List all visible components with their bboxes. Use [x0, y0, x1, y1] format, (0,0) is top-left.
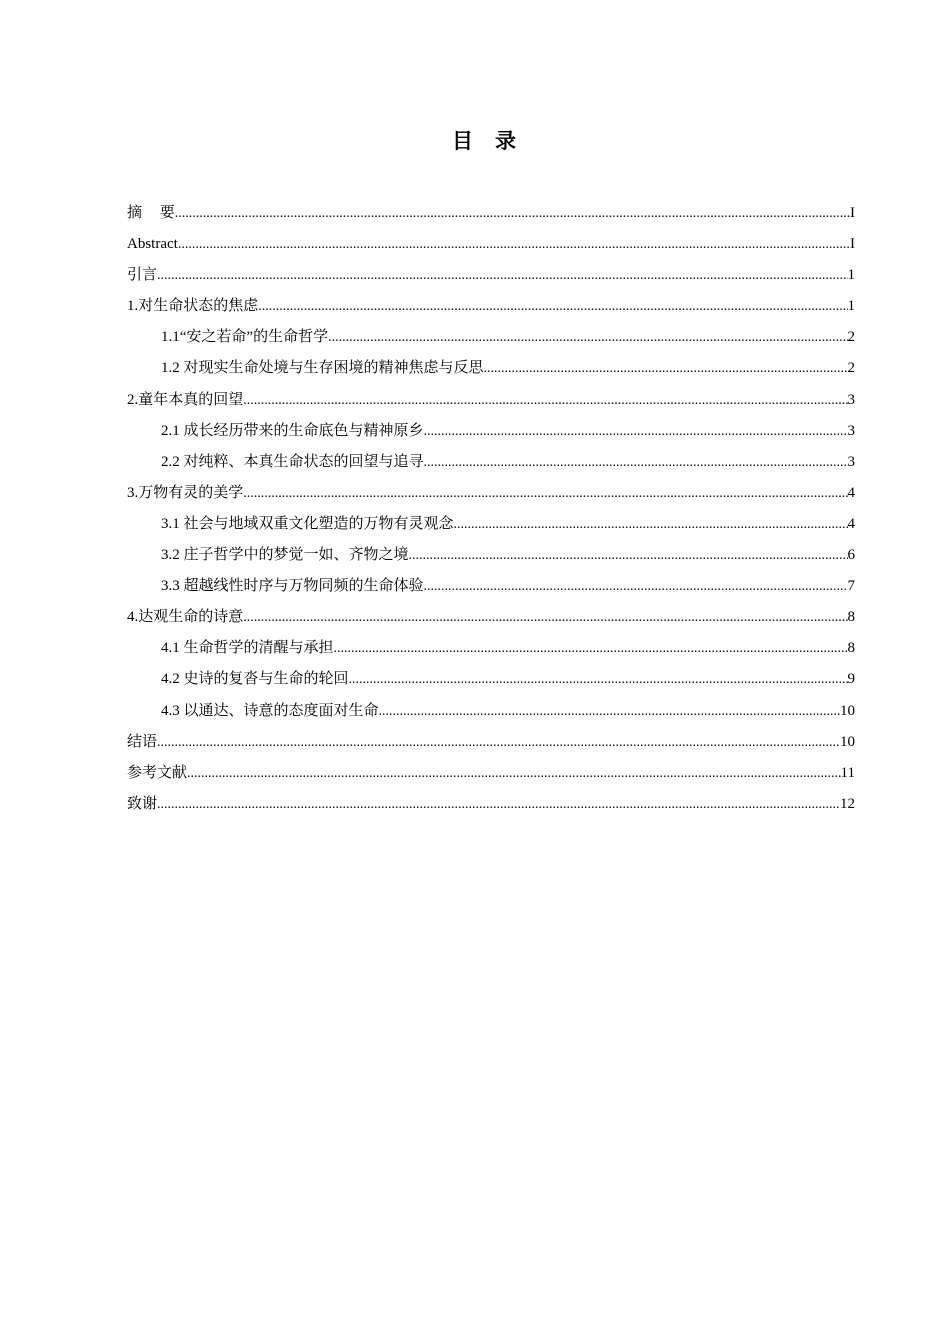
toc-entry[interactable]	[127, 229, 855, 260]
toc-page-number: 9	[847, 671, 855, 688]
toc-leader-dots	[258, 291, 847, 322]
toc-entry[interactable]	[127, 696, 855, 727]
toc-entry[interactable]	[127, 571, 855, 602]
toc-entry-label: 3.1 社会与地域双重文化塑造的万物有灵观念	[161, 515, 454, 532]
toc-page-number: 8	[847, 609, 855, 626]
toc-entry[interactable]	[127, 322, 855, 353]
toc-entry[interactable]	[127, 385, 855, 416]
toc-entry-label: 4.达观生命的诗意	[127, 609, 244, 626]
toc-leader-dots	[334, 633, 848, 664]
toc-leader-dots	[178, 229, 850, 260]
toc-entry-label: 3.3 超越线性时序与万物同频的生命体验	[161, 578, 424, 595]
toc-page-number: I	[850, 236, 855, 253]
toc-entry[interactable]	[127, 291, 855, 322]
toc-leader-dots	[157, 789, 840, 820]
toc-leader-dots	[157, 727, 840, 758]
toc-entry[interactable]	[127, 633, 855, 664]
toc-entry-label: 3.万物有灵的美学	[127, 484, 244, 501]
toc-entry-label: 2.2 对纯粹、本真生命状态的回望与追寻	[161, 453, 424, 470]
toc-entry-label: 2.1 成长经历带来的生命底色与精神原乡	[161, 422, 424, 439]
toc-entry-label: 摘 要	[127, 205, 175, 221]
toc-page-number: 4	[847, 484, 855, 501]
toc-page-number: 2	[847, 360, 855, 377]
toc-leader-dots	[243, 478, 847, 509]
toc-entry[interactable]	[127, 353, 855, 384]
toc-entry[interactable]	[127, 509, 855, 540]
toc-entry-label: 4.1 生命哲学的清醒与承担	[161, 640, 334, 657]
toc-entry-label: 1.对生命状态的焦虑	[127, 298, 259, 315]
toc-page-number: 1	[847, 267, 855, 284]
toc-page-number: 11	[840, 764, 855, 781]
toc-page-number: 3	[847, 391, 855, 408]
toc-page-number: 10	[840, 702, 855, 719]
toc-entry-label: 4.2 史诗的复沓与生命的轮回	[161, 671, 349, 688]
toc-entry-label: 3.2 庄子哲学中的梦觉一如、齐物之境	[161, 547, 409, 564]
toc-page-number: 3	[847, 453, 855, 470]
toc-leader-dots	[424, 416, 848, 447]
toc-entry[interactable]	[127, 540, 855, 571]
toc-leader-dots	[157, 260, 847, 291]
toc-entry[interactable]	[127, 758, 855, 789]
toc-entry[interactable]	[127, 198, 855, 229]
toc-entry-label: 1.2 对现实生命处境与生存困境的精神焦虑与反思	[161, 360, 484, 377]
toc-leader-dots	[424, 571, 848, 602]
toc-leader-dots	[454, 509, 848, 540]
toc-leader-dots	[243, 385, 847, 416]
toc-entry-label: 引言	[127, 267, 158, 284]
toc-entry-label: 1.1“安之若命”的生命哲学	[161, 329, 329, 346]
toc-entry-label: 结语	[127, 733, 158, 750]
toc-page-number: I	[850, 205, 855, 221]
toc-leader-dots	[379, 696, 840, 727]
toc-entry[interactable]	[127, 602, 855, 633]
toc-page-number: 12	[840, 795, 855, 812]
toc-entry-label: 致谢	[127, 795, 158, 812]
toc-page-number: 2	[847, 329, 855, 346]
toc-page-number: 8	[847, 640, 855, 657]
toc-page-number: 3	[847, 422, 855, 439]
toc-entry[interactable]	[127, 789, 855, 820]
table-of-contents	[127, 198, 855, 820]
toc-page-number: 4	[847, 515, 855, 532]
toc-entry[interactable]	[127, 260, 855, 291]
toc-entry[interactable]	[127, 478, 855, 509]
toc-entry-label: 2.童年本真的回望	[127, 391, 244, 408]
toc-leader-dots	[484, 353, 848, 384]
toc-leader-dots	[175, 198, 850, 229]
toc-page-number: 6	[847, 547, 855, 564]
toc-leader-dots	[187, 758, 841, 789]
toc-entry[interactable]	[127, 727, 855, 758]
toc-page-number: 7	[847, 578, 855, 595]
toc-leader-dots	[349, 664, 848, 695]
toc-leader-dots	[328, 322, 847, 353]
toc-entry-label: 参考文献	[127, 764, 188, 781]
toc-entry[interactable]	[127, 447, 855, 478]
page-title: 目录	[452, 129, 538, 153]
toc-leader-dots	[409, 540, 848, 571]
toc-leader-dots	[424, 447, 848, 478]
toc-entry[interactable]	[127, 664, 855, 695]
toc-entry-label: 4.3 以通达、诗意的态度面对生命	[161, 702, 379, 719]
toc-page-number: 1	[847, 298, 855, 315]
toc-entry[interactable]	[127, 416, 855, 447]
toc-leader-dots	[243, 602, 847, 633]
toc-page-number: 10	[840, 733, 855, 750]
toc-entry-label: Abstract	[127, 236, 178, 253]
